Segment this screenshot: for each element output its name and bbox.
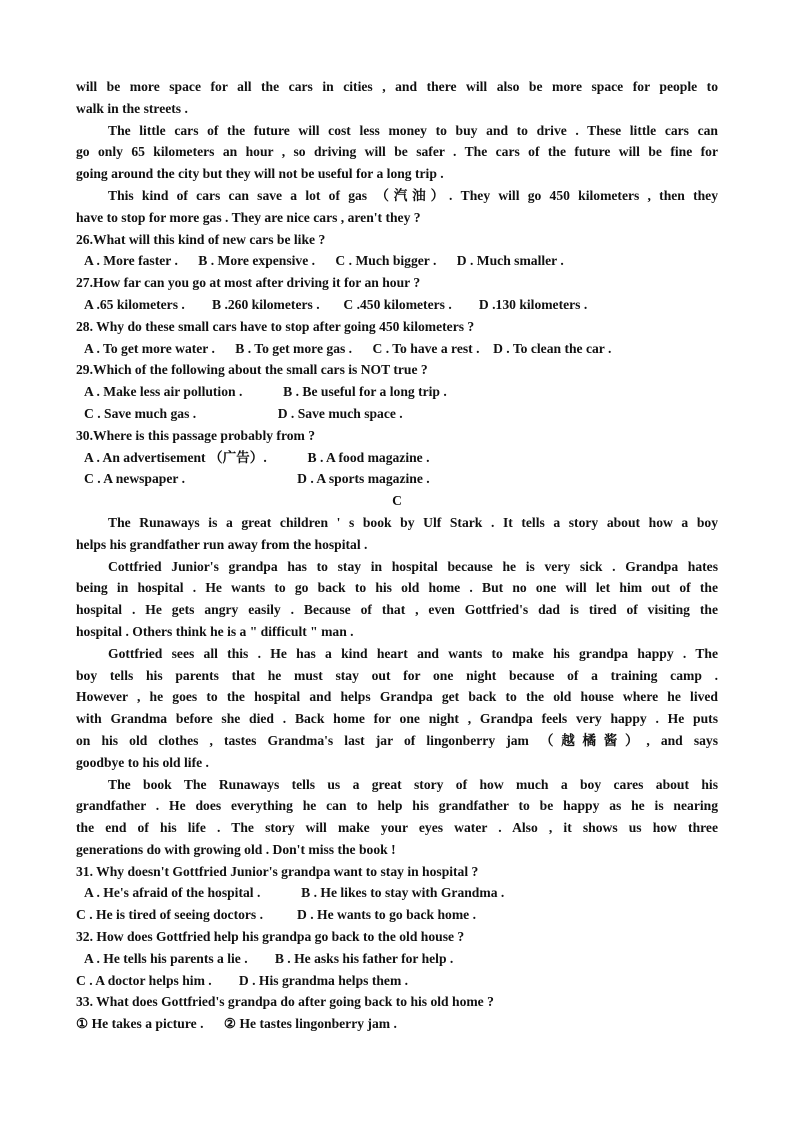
question-30-options-row1: A . An advertisement （广告）. B . A food magazine . (84, 449, 430, 465)
question-29-options-row1: A . Make less air pollution . B . Be useful for a long trip . (84, 384, 447, 400)
question-26-options: A . More faster . B . More expensive . C . Much bigger . D . Much smaller . (84, 253, 564, 269)
passage-c-line: Cottfried Junior's grandpa has to stay in hospital because he is very sick . Grandpa hates (108, 558, 718, 574)
question-32-options-row1: A . He tells his parents a lie . B . He asks his father for help . (84, 950, 454, 966)
passage-c-line: being in hospital . He wants to go back to his old home . But no one will let him out of the (76, 580, 718, 596)
passage-c-line: hospital . Others think he is a " difficult " man . (76, 623, 354, 639)
passage-c-line: generations do with growing old . Don't miss the book ! (76, 841, 396, 857)
question-33: 33. What does Gottfried's grandpa do after going back to his old home ? (76, 994, 494, 1010)
section-c-heading: C (392, 493, 402, 509)
passage-c-line: helps his grandfather run away from the hospital . (76, 536, 368, 552)
passage-c-line: the end of his life . The story will make your eyes water . Also , it shows us how three (76, 820, 718, 836)
question-30-options-row2: C . A newspaper . D . A sports magazine . (84, 471, 430, 487)
question-29: 29.Which of the following about the small cars is NOT true ? (76, 362, 428, 378)
passage-c-line: on his old clothes , tastes Grandma's last jar of lingonberry jam （越橘酱）, and says (76, 732, 718, 748)
question-32: 32. How does Gottfried help his grandpa go back to the old house ? (76, 929, 465, 945)
question-27: 27.How far can you go at most after driving it for an hour ? (76, 275, 421, 291)
question-31-options-row1: A . He's afraid of the hospital . B . He likes to stay with Grandma . (84, 885, 505, 901)
passage-c-line: However , he goes to the hospital and helps Grandpa get back to the old house where he lived (76, 689, 718, 705)
question-28: 28. Why do these small cars have to stop after going 450 kilometers ? (76, 318, 475, 334)
passage-c-line: boy tells his parents that he must stay out for one night because of a training camp . (76, 667, 718, 683)
passage-c-line: Gottfried sees all this . He has a kind heart and wants to make his grandpa happy . The (108, 645, 718, 661)
passage-b-line: walk in the streets . (76, 100, 188, 116)
passage-c-line: The Runaways is a great children ' s book by Ulf Stark . It tells a story about how a boy (108, 514, 718, 530)
passage-c-line: goodbye to his old life . (76, 754, 209, 770)
question-29-options-row2: C . Save much gas . D . Save much space . (84, 405, 403, 421)
passage-c-line: with Grandma before she died . Back home for one night , Grandpa feels very happy . He puts (76, 711, 718, 727)
passage-b-line: have to stop for more gas . They are nice cars , aren't they ? (76, 209, 421, 225)
passage-c-line: hospital . He gets angry easily . Because of that , even Gottfried's dad is tired of visiting the (76, 602, 718, 618)
question-28-options: A . To get more water . B . To get more gas . C . To have a rest . D . To clean the car . (84, 340, 612, 356)
question-30: 30.Where is this passage probably from ? (76, 427, 316, 443)
question-27-options: A .65 kilometers . B .260 kilometers . C .450 kilometers . D .130 kilometers . (84, 296, 588, 312)
question-31-options-row2: C . He is tired of seeing doctors . D . He wants to go back home . (76, 907, 476, 923)
passage-b-line: will be more space for all the cars in cities , and there will also be more space for people to (76, 79, 718, 94)
passage-c-line: grandfather . He does everything he can to help his grandfather to be happy as he is nearing (76, 798, 718, 814)
question-26: 26.What will this kind of new cars be like ? (76, 231, 326, 247)
passage-b-line: go only 65 kilometers an hour , so driving will be safer . The cars of the future will be fine for (76, 144, 718, 160)
passage-c-line: The book The Runaways tells us a great story of how much a boy cares about his (108, 776, 718, 792)
document-page (76, 76, 718, 1035)
passage-b-line: The little cars of the future will cost less money to buy and to drive . These little cars can (108, 122, 718, 138)
question-33-options-row1: ① He takes a picture . ② He tastes lingonberry jam . (76, 1016, 397, 1032)
question-32-options-row2: C . A doctor helps him . D . His grandma helps them . (76, 972, 409, 988)
question-31: 31. Why doesn't Gottfried Junior's grandpa want to stay in hospital ? (76, 863, 479, 879)
passage-b-line: This kind of cars can save a lot of gas （汽油）. They will go 450 kilometers , then they (108, 187, 718, 203)
passage-b-line: going around the city but they will not be useful for a long trip . (76, 166, 444, 182)
